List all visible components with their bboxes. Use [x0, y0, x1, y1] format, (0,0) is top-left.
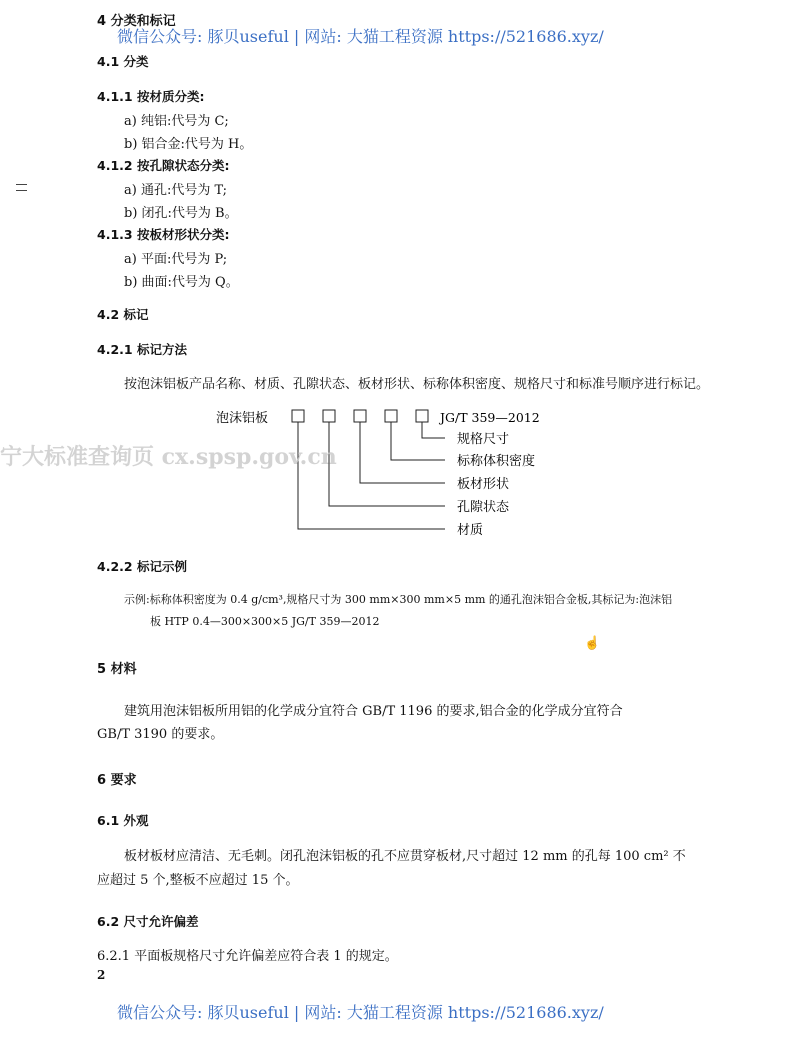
section-5-line-1: 建筑用泡沫铝板所用铝的化学成分宜符合 GB/T 1196 的要求,铝合金的化学成分宜符合 — [124, 704, 623, 719]
section-6-2-title: 6.2 尺寸允许偏差 — [97, 914, 199, 929]
diagram-box-5 — [416, 410, 428, 422]
watermark-top: 微信公众号: 豚贝useful | 网站: 大猫工程资源 https://521686.xyz/ — [117, 27, 604, 46]
diagram-leader-3 — [360, 422, 445, 483]
section-6-title: 6 要求 — [97, 773, 137, 788]
diagram-leader-4 — [329, 422, 445, 506]
page-number: 2 — [97, 968, 106, 982]
section-5-line-2: GB/T 3190 的要求。 — [97, 727, 224, 742]
section-4-2-1-title: 4.2.1 标记方法 — [97, 342, 187, 357]
section-6-2-1-text: 6.2.1 平面板规格尺寸允许偏差应符合表 1 的规定。 — [97, 949, 398, 964]
diagram-box-1 — [292, 410, 304, 422]
item-4-1-1-a: a) 纯铝:代号为 C; — [124, 114, 229, 129]
section-6-1-title: 6.1 外观 — [97, 813, 149, 828]
diagram-label-shape: 板材形状 — [457, 477, 510, 492]
item-4-1-1-b: b) 铝合金:代号为 H。 — [124, 137, 253, 152]
section-4-2-2-title: 4.2.2 标记示例 — [97, 559, 187, 574]
marking-method-text: 按泡沫铝板产品名称、材质、孔隙状态、板材形状、标称体积密度、规格尺寸和标准号顺序进行标记。 — [124, 377, 710, 392]
section-6-1-line-1: 板材板材应清洁、无毛刺。闭孔泡沫铝板的孔不应贯穿板材,尺寸超过 12 mm 的孔每 100 cm² 不 — [124, 849, 686, 864]
diagram-leader-2 — [391, 422, 445, 460]
item-4-1-2-a: a) 通孔:代号为 T; — [124, 183, 228, 198]
watermark-bottom: 微信公众号: 豚贝useful | 网站: 大猫工程资源 https://521686.xyz/ — [117, 1003, 604, 1022]
diagram-standard: JG/T 359—2012 — [440, 410, 540, 425]
section-4-1-2-title: 4.1.2 按孔隙状态分类: — [97, 158, 230, 173]
diagram-box-4 — [385, 410, 397, 422]
watermark-side: 宁大标准查询页 cx.spsp.gov.cn — [0, 444, 337, 470]
item-4-1-3-b: b) 曲面:代号为 Q。 — [124, 275, 239, 290]
diagram-label-density: 标称体积密度 — [457, 454, 536, 469]
section-4-1-1-title: 4.1.1 按材质分类: — [97, 89, 205, 104]
diagram-label-material: 材质 — [457, 523, 484, 538]
section-4-2-title: 4.2 标记 — [97, 307, 149, 322]
diagram-box-3 — [354, 410, 366, 422]
section-4-1-title: 4.1 分类 — [97, 54, 149, 69]
diagram-label-size: 规格尺寸 — [457, 432, 510, 447]
section-4-title: 4 分类和标记 — [97, 14, 176, 29]
item-4-1-2-b: b) 闭孔:代号为 B。 — [124, 206, 238, 221]
section-5-title: 5 材料 — [97, 662, 137, 677]
diagram-label-porosity: 孔隙状态 — [457, 500, 510, 515]
section-6-1-line-2: 应超过 5 个,整板不应超过 15 个。 — [97, 873, 299, 888]
diagram-product-name: 泡沫铝板 — [216, 411, 269, 426]
diagram-box-2 — [323, 410, 335, 422]
example-line-2: 板 HTP 0.4—300×300×5 JG/T 359—2012 — [150, 615, 380, 628]
example-line-1: 示例:标称体积密度为 0.4 g/cm³,规格尺寸为 300 mm×300 mm×5 mm 的通孔泡沫铝合金板,其标记为:泡沫铝 — [124, 593, 673, 606]
item-4-1-3-a: a) 平面:代号为 P; — [124, 252, 228, 267]
section-4-1-3-title: 4.1.3 按板材形状分类: — [97, 227, 230, 242]
hand-cursor-icon: ☝ — [584, 636, 601, 651]
